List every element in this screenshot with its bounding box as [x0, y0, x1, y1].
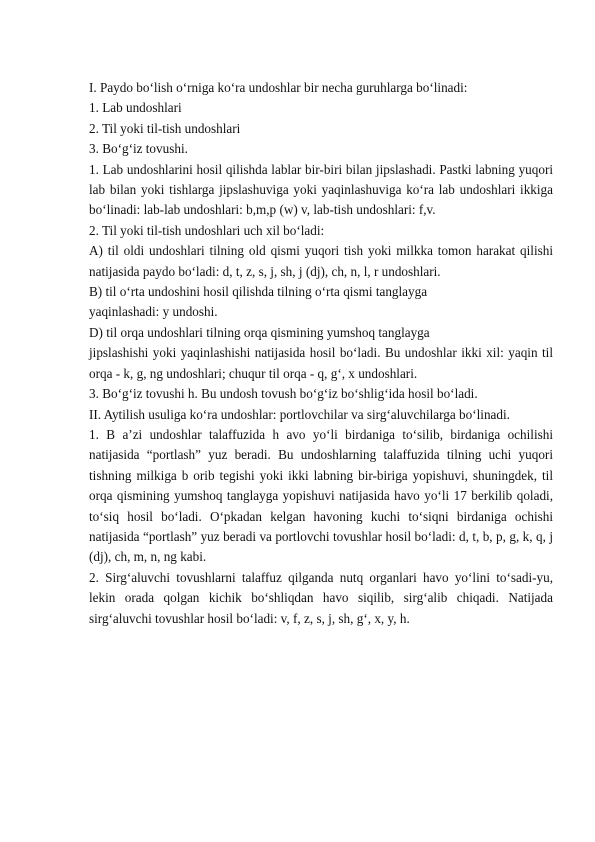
- paragraph-portlovchi: 1. B a’zi undoshlar talaffuzida h avo yo‘li birdaniga to‘silib, birdaniga ochilishi natijasida “portlash” yuz beradi. Bu undoshlarning talaffuzida tilning uchi yuqori tishning milkiga b orib tegishi yoki ikki labning bir-biriga yopishuvi, shuningdek, til orqa qismining yumshoq tanglayga yopishuvi natijasida havo yo‘li 17 berkilib qoladi, to‘siq hosil bo‘ladi. O‘pkadan kelgan havoning kuchi to‘siqni birdaniga ochishi natijasida “portlash” yuz beradi va portlovchi tovushlar hosil bo‘ladi: d, t, b, p, g, k, q, j (dj), ch, m, n, ng kabi.: [89, 426, 553, 565]
- list-item-til: 2. Til yoki til-tish undoshlari: [89, 120, 241, 136]
- list-item-lab: 1. Lab undoshlari: [89, 100, 182, 116]
- paragraph-til-orqa-line2: jipslashishi yoki yaqinlashishi natijasida hosil bo‘ladi. Bu undoshlar ikki xil: yaqin til orqa - k, g, ng undoshlari; chuqur til orqa - q, g‘, x undoshlari.: [89, 345, 553, 381]
- paragraph-lab-undoshlari: 1. Lab undoshlarini hosil qilishda lablar bir-biri bilan jipslashadi. Pastki labning yuqori lab bilan yoki tishlarga jipslashuviga yoki yaqinlashuviga ko‘ra lab undoshlari ikkiga bo‘linadi: lab-lab undoshlari: b,m,p (w) v, lab-tish undoshlari: f,v.: [89, 161, 553, 218]
- document-page: [89, 78, 553, 629]
- paragraph-til-intro: 2. Til yoki til-tish undoshlari uch xil bo‘ladi:: [89, 222, 325, 238]
- paragraph-til-orta-line2: yaqinlashadi: y undoshi.: [89, 304, 218, 320]
- paragraph-sirgaluvchi: 2. Sirg‘aluvchi tovushlarni talaffuz qilganda nutq organlari havo yo‘lini to‘sadi-yu, lekin orada qolgan kichik bo‘shliqdan havo siqilib, sirg‘alib chiqadi. Natijada sirg‘aluvchi tovushlar hosil bo‘ladi: v, f, z, s, j, sh, g‘, x, y, h.: [89, 569, 553, 626]
- section-heading-manner: II. Aytilish usuliga ko‘ra undoshlar: portlovchilar va sirg‘aluvchilarga bo‘linadi.: [89, 406, 510, 422]
- list-item-bogiz: 3. Bo‘g‘iz tovushi.: [89, 141, 188, 157]
- paragraph-til-orta-line1: B) til o‘rta undoshini hosil qilishda tilning o‘rta qismi tanglayga: [89, 284, 428, 300]
- paragraph-til-orqa-line1: D) til orqa undoshlari tilning orqa qismining yumshoq tanglayga: [89, 324, 430, 340]
- paragraph-til-oldi: A) til oldi undoshlari tilning old qismi yuqori tish yoki milkka tomon harakat qilishi natijasida paydo bo‘ladi: d, t, z, s, j, sh, j (dj), ch, n, l, r undoshlari.: [89, 243, 553, 279]
- section-heading-origin: I. Paydo bo‘lish o‘rniga ko‘ra undoshlar bir necha guruhlarga bo‘linadi:: [89, 80, 468, 95]
- paragraph-bogiz: 3. Bo‘g‘iz tovushi h. Bu undosh tovush bo‘g‘iz bo‘shlig‘ida hosil bo‘ladi.: [89, 386, 478, 402]
